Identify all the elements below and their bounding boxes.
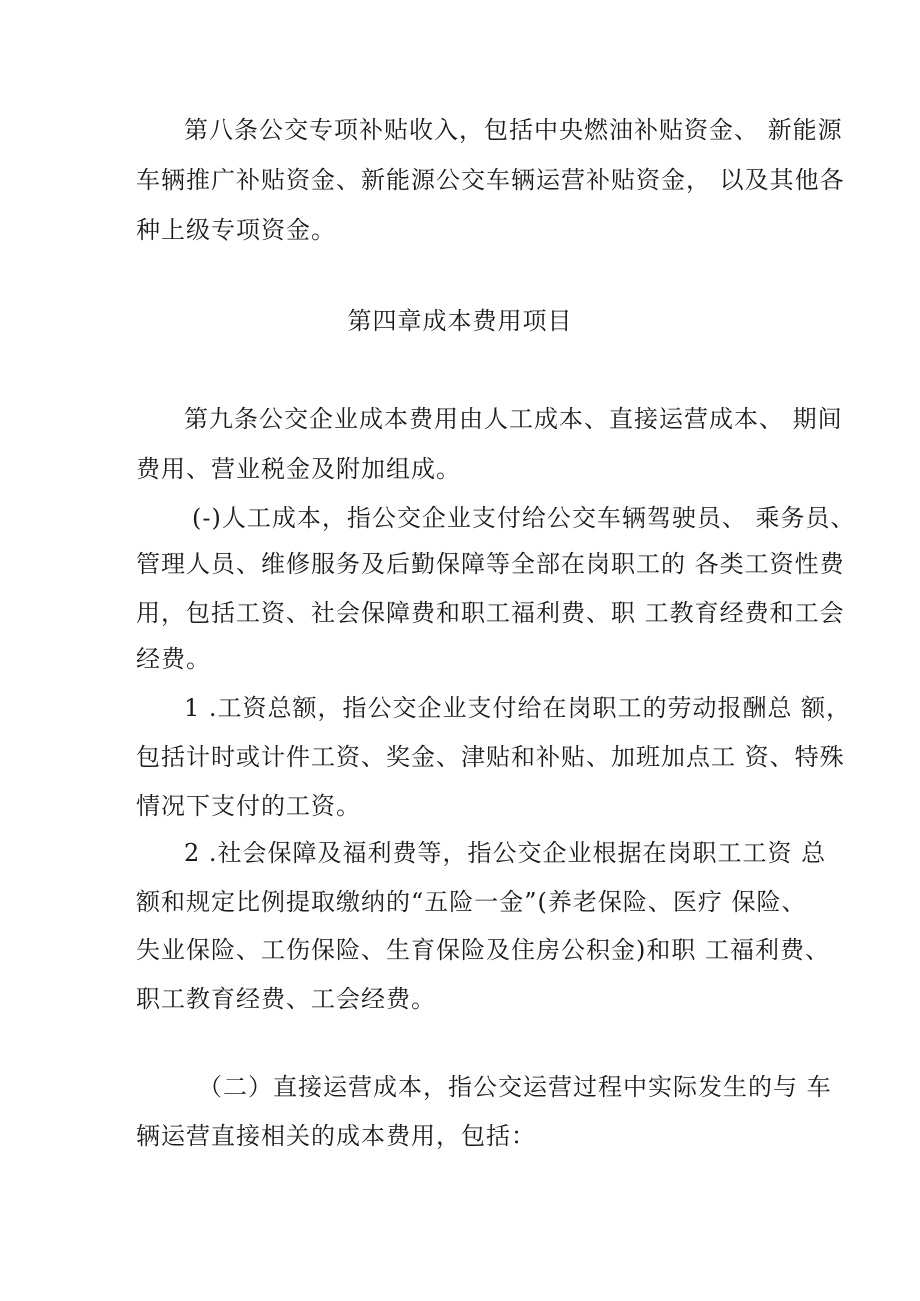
sub1-line-3: 情况下支付的工资。 (136, 792, 361, 820)
article8-line-2: 车辆推广补贴资金、新能源公交车辆运营补贴资金， 以及其他各 (136, 166, 845, 194)
item1-line-4: 经费。 (136, 645, 211, 673)
sub2-line-3: 失业保险、工伤保险、生育保险及住房公积金)和职 工福利费、 (136, 936, 830, 964)
article8-line-1: 第八条公交专项补贴收入，包括中央燃油补贴资金、 新能源 (184, 116, 843, 144)
chapter-title: 第四章成本费用项目 (347, 307, 573, 335)
item1-line-2: 管理人员、维修服务及后勤保障等全部在岗职工的 各类工资性费 (136, 550, 845, 578)
article9-line-2: 费用、营业税金及附加组成。 (136, 455, 461, 483)
sub2-line-2: 额和规定比例提取缴纳的“五险一金”(养老保险、医疗 保险、 (136, 888, 807, 916)
item2-line-1: （二）直接运营成本，指公交运营过程中实际发生的与 车 (198, 1073, 832, 1101)
sub2-line-1: 2 .社会保障及福利费等，指公交企业根据在岗职工工资 总 (184, 839, 827, 867)
sub1-line-2: 包括计时或计件工资、奖金、津贴和补贴、加班加点工 资、特殊 (136, 743, 845, 771)
item2-line-2: 辆运营直接相关的成本费用，包括： (136, 1122, 536, 1150)
item1-line-1: (-)人工成本，指公交企业支付给公交车辆驾驶员、 乘务员、 (192, 504, 856, 532)
article9-line-1: 第九条公交企业成本费用由人工成本、直接运营成本、 期间 (184, 405, 843, 433)
article8-line-3: 种上级专项资金。 (136, 216, 336, 244)
sub2-line-4: 职工教育经费、工会经费。 (136, 985, 436, 1013)
sub1-line-1: 1 .工资总额，指公交企业支付给在岗职工的劳动报酬总 额， (184, 694, 852, 722)
item1-line-3: 用，包括工资、社会保障费和职工福利费、职 工教育经费和工会 (136, 599, 845, 627)
